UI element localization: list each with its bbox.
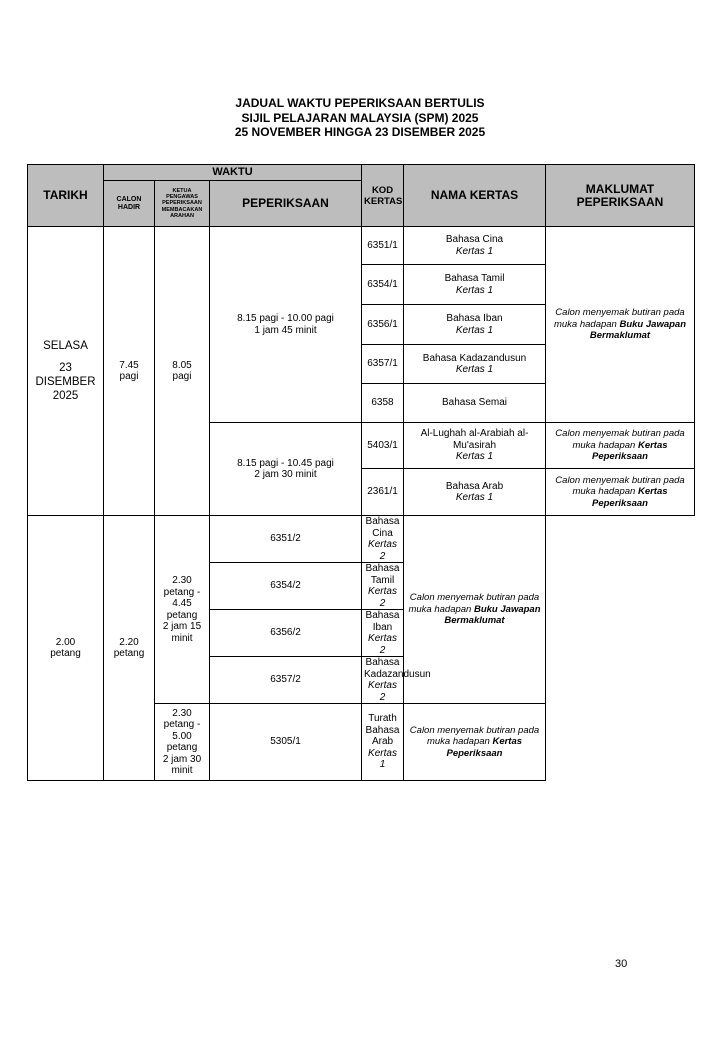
date-num: 23 — [59, 362, 72, 374]
header-peperiksaan: PEPERIKSAAN — [210, 181, 362, 227]
date-year: 2025 — [52, 390, 79, 402]
paper-code: 6351/2 — [210, 516, 362, 563]
paper-name: Bahasa Kadazandusun Kertas 2 — [362, 657, 404, 704]
session-time-morning-2: 8.15 pagi - 10.45 pagi 2 jam 30 minit — [210, 423, 362, 516]
paper-code: 2361/1 — [362, 469, 404, 516]
paper-code: 6358 — [362, 384, 404, 423]
header-waktu: WAKTU — [104, 165, 362, 181]
ketua-afternoon: 2.20 petang — [104, 516, 155, 781]
paper-code: 5305/1 — [210, 704, 362, 781]
paper-name: Turath Bahasa Arab Kertas 1 — [362, 704, 404, 781]
header-nama-kertas: NAMA KERTAS — [404, 165, 546, 227]
paper-name: Al-Lughah al-Arabiah al- Mu'asirah Kertas 1 — [404, 423, 546, 469]
paper-name: Bahasa Cina Kertas 1 — [404, 227, 546, 265]
session-time-afternoon-2: 2.30 petang - 5.00 petang 2 jam 30 minit — [155, 704, 210, 781]
title-line-1: JADUAL WAKTU PEPERIKSAAN BERTULIS — [235, 96, 485, 110]
ketua-morning: 8.05 pagi — [155, 227, 210, 516]
paper-name: Bahasa Tamil Kertas 2 — [362, 563, 404, 610]
session-time-afternoon-1: 2.30 petang - 4.45 petang 2 jam 15 minit — [155, 516, 210, 704]
document-title — [0, 96, 720, 140]
header-tarikh: TARIKH — [28, 165, 104, 227]
paper-name: Bahasa Arab Kertas 1 — [404, 469, 546, 516]
paper-name: Bahasa Iban Kertas 2 — [362, 610, 404, 657]
paper-code: 6356/1 — [362, 305, 404, 345]
calon-hadir-morning: 7.45 pagi — [104, 227, 155, 516]
paper-name: Bahasa Cina Kertas 2 — [362, 516, 404, 563]
maklumat-kertas: Calon menyemak butiran pada muka hadapan Kertas Peperiksaan — [404, 704, 546, 781]
paper-name: Bahasa Semai — [404, 384, 546, 423]
title-line-2: SIJIL PELAJARAN MALAYSIA (SPM) 2025 — [241, 110, 479, 125]
header-ketua-pengawas: KETUA PENGAWAS PEPERIKSAAN MEMBACAKAN ARAHAN — [155, 181, 210, 227]
maklumat-buku: Calon menyemak butiran pada muka hadapan Buku Jawapan Bermaklumat — [404, 516, 546, 704]
paper-name: Bahasa Iban Kertas 1 — [404, 305, 546, 345]
exam-schedule-table — [27, 164, 695, 781]
paper-code: 6357/2 — [210, 657, 362, 704]
session-time-morning-1: 8.15 pagi - 10.00 pagi 1 jam 45 minit — [210, 227, 362, 423]
paper-name: Bahasa Kadazandusun Kertas 1 — [404, 345, 546, 384]
paper-code: 6351/1 — [362, 227, 404, 265]
header-kod-kertas: KOD KERTAS — [362, 165, 404, 227]
header-calon-hadir: CALON HADIR — [104, 181, 155, 227]
date-month: DISEMBER — [35, 376, 96, 388]
maklumat-buku: Calon menyemak butiran pada muka hadapan Buku Jawapan Bermaklumat — [546, 227, 695, 423]
paper-name: Bahasa Tamil Kertas 1 — [404, 265, 546, 305]
maklumat-kertas: Calon menyemak butiran pada muka hadapan Kertas Peperiksaan — [546, 423, 695, 469]
paper-code: 6356/2 — [210, 610, 362, 657]
maklumat-kertas: Calon menyemak butiran pada muka hadapan Kertas Peperiksaan — [546, 469, 695, 516]
paper-code: 6354/2 — [210, 563, 362, 610]
paper-code: 5403/1 — [362, 423, 404, 469]
title-line-3: 25 NOVEMBER HINGGA 23 DISEMBER 2025 — [234, 125, 486, 139]
date-day: SELASA — [43, 340, 88, 352]
exam-date — [28, 227, 104, 516]
page-number: 30 — [615, 958, 628, 970]
header-maklumat: MAKLUMAT PEPERIKSAAN — [546, 165, 695, 227]
calon-hadir-afternoon: 2.00 petang — [28, 516, 104, 781]
paper-code: 6354/1 — [362, 265, 404, 305]
paper-code: 6357/1 — [362, 345, 404, 384]
